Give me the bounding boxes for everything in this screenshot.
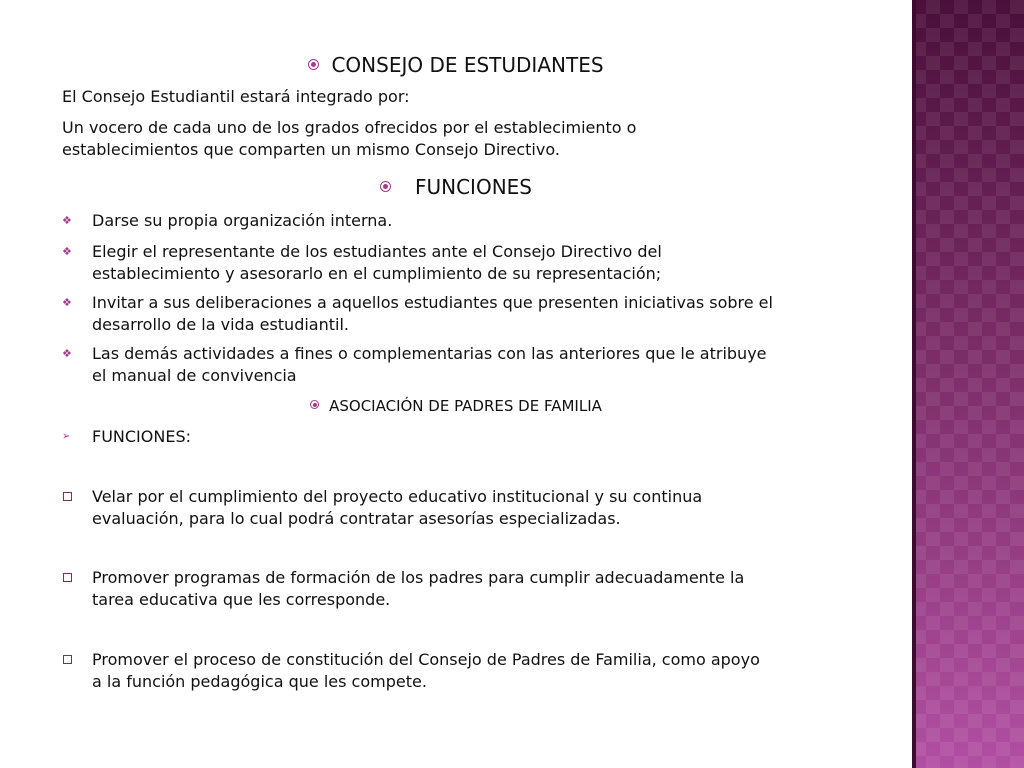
funcion-item-2-line1: Elegir el representante de los estudiantes ante el Consejo Directivo del: [92, 242, 662, 261]
decorative-side-panel: [912, 0, 1024, 768]
heading-funciones: FUNCIONES: [0, 174, 912, 200]
diamond-bullet-icon: ❖: [62, 214, 72, 227]
asociacion-item-1-line1: Velar por el cumplimiento del proyecto educativo institucional y su continua: [92, 487, 703, 506]
funcion-item-1: Darse su propia organización interna.: [92, 211, 393, 230]
funcion-item-4-line1: Las demás actividades a fines o complementarias con las anteriores que le atribuye: [92, 344, 767, 363]
square-bullet-icon: [63, 573, 72, 582]
target-bullet-icon: [310, 400, 319, 409]
funcion-item-2-line2: establecimiento y asesorarlo en el cumplimiento de su representación;: [92, 264, 662, 283]
consejo-intro: El Consejo Estudiantil estará integrado por:: [62, 87, 410, 106]
asociacion-item-1-line2: evaluación, para lo cual podrá contratar asesorías especializadas.: [92, 509, 621, 528]
target-bullet-icon: [308, 59, 319, 70]
diamond-bullet-icon: ❖: [62, 245, 72, 258]
square-bullet-icon: [63, 655, 72, 664]
asociacion-item-3-line1: Promover el proceso de constitución del Consejo de Padres de Familia, como apoyo: [92, 650, 760, 669]
arrow-bullet-icon: ➢: [62, 431, 71, 442]
heading-asociacion: ASOCIACIÓN DE PADRES DE FAMILIA: [0, 396, 912, 416]
diamond-bullet-icon: ❖: [62, 296, 72, 309]
diamond-bullet-icon: ❖: [62, 347, 72, 360]
asociacion-item-3-line2: a la función pedagógica que les compete.: [92, 672, 427, 691]
side-panel-edge: [912, 0, 916, 768]
consejo-description-2: establecimientos que comparten un mismo Consejo Directivo.: [62, 140, 560, 159]
funcion-item-3-line1: Invitar a sus deliberaciones a aquellos estudiantes que presenten iniciativas sobre el: [92, 293, 773, 312]
asociacion-item-2-line1: Promover programas de formación de los padres para cumplir adecuadamente la: [92, 568, 745, 587]
square-bullet-icon: [63, 492, 72, 501]
heading-consejo: CONSEJO DE ESTUDIANTES: [0, 52, 912, 78]
consejo-description-1: Un vocero de cada uno de los grados ofrecidos por el establecimiento o: [62, 118, 637, 137]
target-bullet-icon: [380, 181, 391, 192]
funcion-item-4-line2: el manual de convivencia: [92, 366, 297, 385]
asociacion-funciones-label: FUNCIONES:: [92, 427, 191, 446]
funcion-item-3-line2: desarrollo de la vida estudiantil.: [92, 315, 349, 334]
asociacion-item-2-line2: tarea educativa que les corresponde.: [92, 590, 391, 609]
